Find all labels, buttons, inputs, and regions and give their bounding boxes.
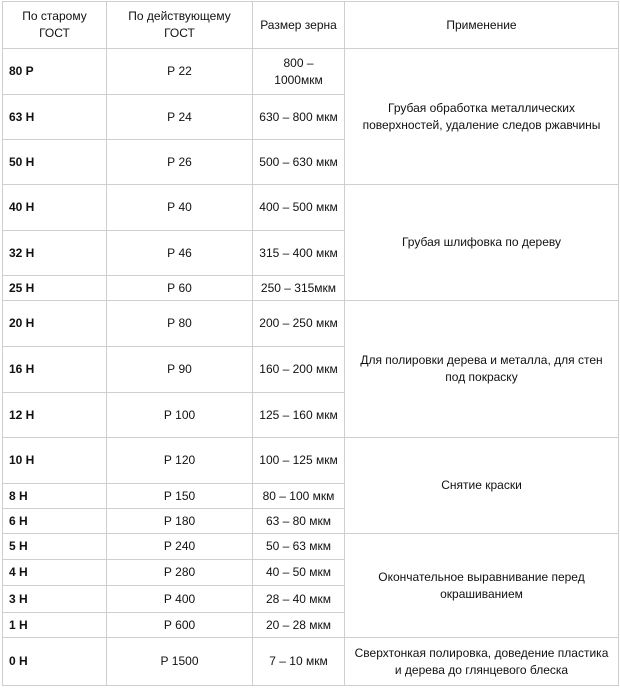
grain-size-cell: 63 – 80 мкм [253,509,345,534]
grain-size-cell: 40 – 50 мкм [253,560,345,586]
grain-size-cell: 125 – 160 мкм [253,393,345,438]
table-row [3,49,619,95]
grain-size-cell: 20 – 28 мкм [253,613,345,638]
table-row [3,638,619,686]
current-gost-cell: Р 240 [107,534,253,560]
application-cell: Грубая обработка металлических поверхностей, удаление следов ржавчины [345,49,619,185]
current-gost-cell: Р 100 [107,393,253,438]
old-gost-cell: 10 Н [3,438,107,484]
current-gost-cell: Р 120 [107,438,253,484]
old-gost-cell: 4 Н [3,560,107,586]
application-cell: Снятие краски [345,438,619,534]
grain-size-cell: 28 – 40 мкм [253,586,345,613]
table-row [3,438,619,484]
current-gost-cell: Р 60 [107,276,253,301]
current-gost-cell: Р 90 [107,347,253,393]
grain-size-cell: 315 – 400 мкм [253,231,345,276]
grain-size-cell: 400 – 500 мкм [253,185,345,231]
application-cell: Для полировки дерева и металла, для стен под покраску [345,301,619,438]
current-gost-cell: Р 150 [107,484,253,509]
application-cell: Грубая шлифовка по дереву [345,185,619,301]
current-gost-cell: Р 40 [107,185,253,231]
table-row [3,185,619,231]
current-gost-cell: Р 600 [107,613,253,638]
old-gost-cell: 8 Н [3,484,107,509]
header-grain-size: Размер зерна [253,2,345,49]
old-gost-cell: 0 Н [3,638,107,686]
grain-size-cell: 80 – 100 мкм [253,484,345,509]
grain-size-cell: 500 – 630 мкм [253,140,345,185]
current-gost-cell: Р 280 [107,560,253,586]
current-gost-cell: Р 46 [107,231,253,276]
abrasive-grit-table [2,1,619,686]
table-row [3,301,619,347]
current-gost-cell: Р 22 [107,49,253,95]
grain-size-cell: 100 – 125 мкм [253,438,345,484]
grain-size-cell: 200 – 250 мкм [253,301,345,347]
grain-size-cell: 250 – 315мкм [253,276,345,301]
old-gost-cell: 16 Н [3,347,107,393]
old-gost-cell: 32 Н [3,231,107,276]
application-cell: Окончательное выравнивание перед окрашиванием [345,534,619,638]
old-gost-cell: 1 Н [3,613,107,638]
current-gost-cell: Р 26 [107,140,253,185]
old-gost-cell: 50 Н [3,140,107,185]
grain-size-cell: 160 – 200 мкм [253,347,345,393]
current-gost-cell: Р 80 [107,301,253,347]
current-gost-cell: Р 400 [107,586,253,613]
old-gost-cell: 63 Н [3,95,107,140]
old-gost-cell: 12 Н [3,393,107,438]
current-gost-cell: Р 1500 [107,638,253,686]
header-row [3,2,619,49]
old-gost-cell: 3 Н [3,586,107,613]
old-gost-cell: 40 Н [3,185,107,231]
current-gost-cell: Р 180 [107,509,253,534]
current-gost-cell: Р 24 [107,95,253,140]
old-gost-cell: 25 Н [3,276,107,301]
header-current-gost: По действующему ГОСТ [107,2,253,49]
application-cell: Сверхтонкая полировка, доведение пластика и дерева до глянцевого блеска [345,638,619,686]
grain-size-cell: 800 – 1000мкм [253,49,345,95]
old-gost-cell: 6 Н [3,509,107,534]
old-gost-cell: 5 Н [3,534,107,560]
grain-size-cell: 50 – 63 мкм [253,534,345,560]
grain-size-cell: 7 – 10 мкм [253,638,345,686]
header-old-gost: По старому ГОСТ [3,2,107,49]
old-gost-cell: 80 Р [3,49,107,95]
grain-size-cell: 630 – 800 мкм [253,95,345,140]
old-gost-cell: 20 Н [3,301,107,347]
header-application: Применение [345,2,619,49]
table-row [3,534,619,560]
